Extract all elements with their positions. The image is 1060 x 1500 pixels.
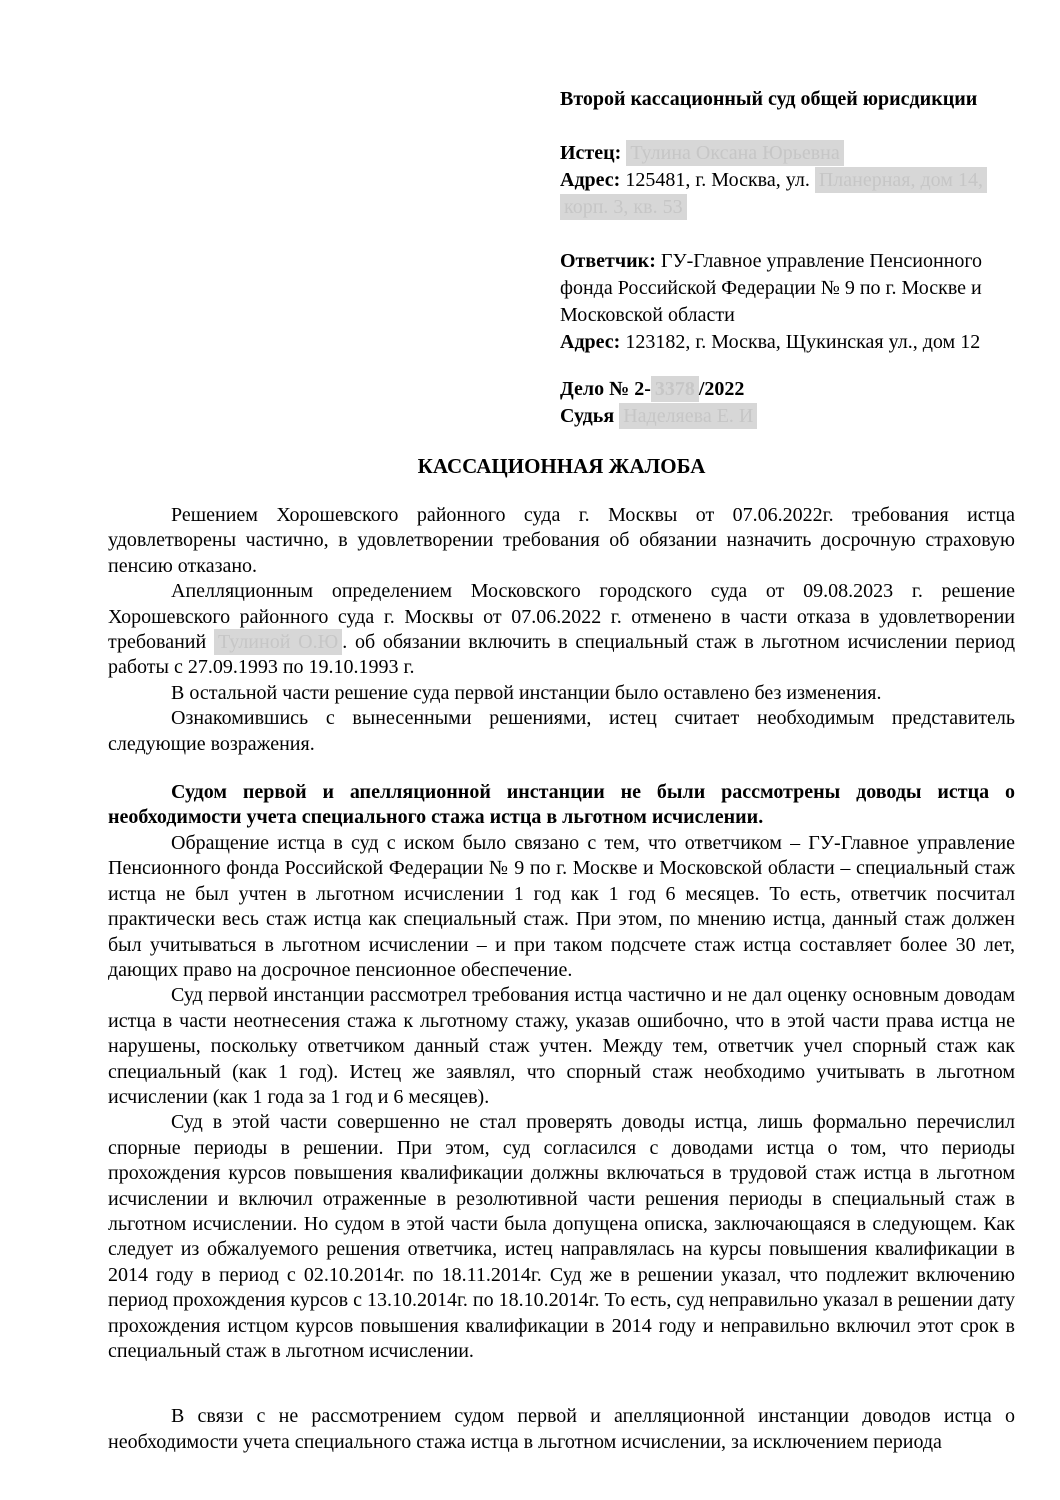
paragraph-2-before: Апелляционным определением Московского городского суда от 09.08.2023 г. решение Хорошевского районного суда г. Москвы от 07.06.2022 г. отменено в части отказа в удовлетворении требований — [108, 580, 1015, 654]
spacer — [560, 356, 1018, 376]
paragraph-4: Ознакомившись с вынесенными решениями, истец считает необходимым представитель следующие возражения. — [108, 707, 1015, 755]
defendant-address-value: 123182, г. Москва, Щукинская ул., дом 12 — [625, 331, 981, 353]
document-title: КАССАЦИОННАЯ ЖАЛОБА — [417, 454, 706, 478]
argument-heading: Судом первой и апелляционной инстанции не были рассмотрены доводы истца о необходимости учета специального стажа истца в льготном исчислении. — [108, 781, 1015, 829]
paragraph-1: Решением Хорошевского районного суда г. Москвы от 07.06.2022г. требования истца удовлетворены частично, в удовлетворении требования об обязании назначить досрочную страховую пенсию отказано. — [108, 504, 1015, 577]
defendant-line — [560, 248, 1018, 329]
judge-label: Судья — [560, 405, 615, 427]
paragraph-7: Суд в этой части совершенно не стал проверять доводы истца, лишь формально перечислил спорные периоды в решении. При этом, суд согласился с доводами истца о том, что периоды прохождения курсов повышения квалификации должны включаться в трудовой стаж истца в льготном исчислении и включил отраженные в резолютивной части решения периоды в специальный стаж в льготном исчислении. Но судом в этой части была допущена описка, заключающаяся в следующем. Как следует из обжалуемого решения ответчика, истец направлялась на курсы повышения квалификации в 2014 году в период с 02.10.2014г. по 18.11.2014г. Суд же в решении указал, что подлежит включению период прохождения курсов с 13.10.2014г. по 18.10.2014г. То есть, суд неправильно указал в решении дату прохождения истцом курсов повышения квалификации в 2014 году и неправильно включил этот срок в специальный стаж в льготном исчислении. — [108, 1111, 1015, 1362]
plaintiff-address-redacted-2: корп. 3, кв. 53 — [560, 194, 687, 220]
plaintiff-surname-redacted-inline: Тулиной О.Ю — [214, 629, 342, 655]
paragraph-3: В остальной части решение суда первой инстанции было оставлено без изменения. — [171, 681, 882, 704]
spacer — [560, 221, 1018, 248]
plaintiff-name-redacted: Тулина Оксана Юрьевна — [626, 140, 843, 166]
judge-name-redacted: Наделяева Е. И — [619, 403, 757, 429]
defendant-name: ГУ-Главное управление Пенсионного фонда Российской Федерации № 9 по г. Москве и Московской области — [560, 250, 983, 326]
paragraph-8: В связи с не рассмотрением судом первой и апелляционной инстанции доводов истца о необходимости учета специального стажа истца в льготном исчислении, за исключением периода — [108, 1405, 1015, 1453]
spacer — [560, 113, 1018, 140]
paragraph-2 — [108, 579, 1015, 681]
court-header-block — [560, 86, 1018, 430]
paragraph-6: Суд первой инстанции рассмотрел требования истца частично и не дал оценку основным доводам истца в части неотнесения стажа к льготному стажу, указав ошибочно, что в этой части права истца не нарушены, поскольку ответчиком данный стаж учтен. Между тем, ответчик учел спорный стаж как специальный (как 1 год). Истец же заявлял, что спорный стаж необходимо учитывать в льготном исчислении (как 1 года за 1 год и 6 месяцев). — [108, 984, 1015, 1108]
spacer — [108, 757, 1015, 780]
plaintiff-address-label: Адрес: — [560, 169, 621, 191]
plaintiff-address-redacted-1: Планерная, дом 14, — [815, 167, 987, 193]
court-name: Второй кассационный суд общей юрисдикции — [560, 88, 978, 110]
paragraph-2-after: . об обязании включить в специальный стаж в льготном исчислении период работы с 27.09.1993 по 19.10.1993 г. — [108, 631, 1015, 679]
defendant-address-label: Адрес: — [560, 331, 621, 353]
paragraph-5: Обращение истца в суд с иском было связано с тем, что ответчиком – ГУ-Главное управление Пенсионного фонда Российской Федерации № 9 по г. Москве и Московской области – специальный стаж истца не был учтен в льготном исчислении 1 год как 1 год 6 месяцев. То есть, ответчик посчитал практически весь стаж истца как специальный стаж. При этом, по мнению истца, данный стаж должен был учитываться в льготном исчислении – и при таком подсчете стаж истца составляет более 30 лет, дающих право на досрочное пенсионное обеспечение. — [108, 831, 1015, 981]
defendant-label: Ответчик: — [560, 250, 656, 272]
plaintiff-label: Истец: — [560, 142, 622, 164]
plaintiff-line — [560, 140, 1018, 167]
defendant-address-line — [560, 329, 1018, 356]
case-number-label: Дело № 2- — [560, 378, 651, 400]
plaintiff-address-line — [560, 167, 1018, 221]
document-body — [108, 503, 1015, 1455]
case-number-redacted: 3378 — [651, 376, 699, 402]
plaintiff-address-visible: 125481, г. Москва, ул. — [625, 169, 810, 191]
judge-line — [560, 403, 1018, 430]
spacer — [108, 1364, 1015, 1404]
case-number-line — [560, 376, 1018, 403]
case-number-suffix: /2022 — [698, 378, 745, 400]
